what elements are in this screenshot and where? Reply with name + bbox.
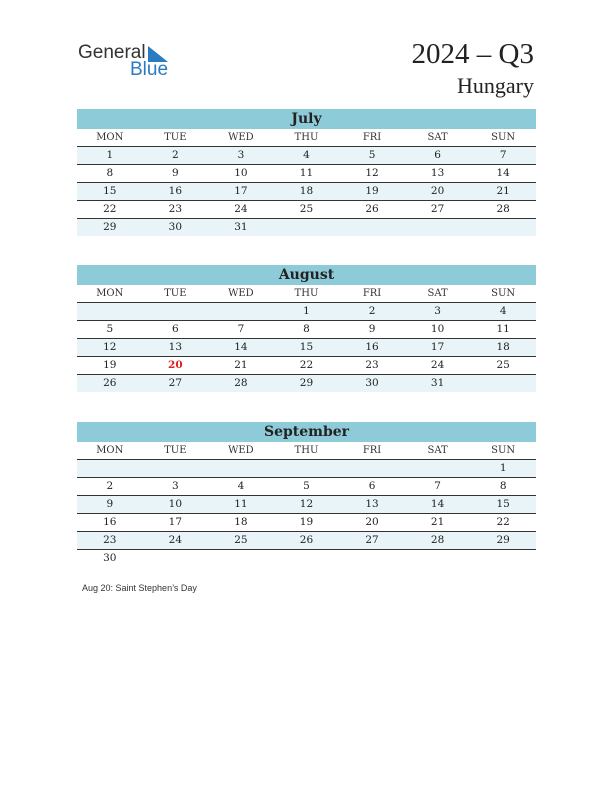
- day-cell: 12: [365, 167, 379, 179]
- day-cell: 13: [430, 167, 445, 179]
- day-cell: 24: [234, 203, 248, 215]
- day-cell: 20: [365, 516, 379, 528]
- day-cell: 21: [430, 516, 445, 528]
- day-cell: 11: [299, 167, 314, 179]
- day-cell: 5: [368, 149, 376, 161]
- day-cell: 29: [496, 534, 510, 546]
- day-cell: 4: [499, 305, 507, 317]
- logo-blue-text: Blue: [130, 59, 169, 80]
- day-cell: 21: [234, 359, 248, 371]
- month-july: [77, 109, 536, 236]
- day-cell: 6: [368, 480, 376, 492]
- day-cell: 7: [434, 480, 441, 492]
- day-cell: 25: [299, 203, 314, 215]
- day-cell: [143, 460, 209, 477]
- day-cell: 16: [168, 185, 183, 197]
- day-cell: 25: [234, 534, 248, 546]
- day-cell: 18: [234, 516, 248, 528]
- day-cell: [339, 219, 405, 236]
- day-cell: 1: [106, 149, 114, 161]
- day-cell: 10: [430, 323, 445, 335]
- week-row: [77, 514, 536, 532]
- day-cell: [274, 550, 340, 567]
- day-cell: 2: [106, 480, 114, 492]
- weekday-label: TUE: [164, 288, 187, 299]
- day-cell: 5: [106, 323, 114, 335]
- month-header: August: [77, 265, 536, 285]
- month-header: July: [77, 109, 536, 129]
- day-cell: 11: [234, 498, 248, 510]
- day-cell: [470, 375, 536, 392]
- weekday-label: TUE: [164, 445, 187, 456]
- day-cell: [77, 460, 143, 477]
- day-cell: 11: [496, 323, 510, 335]
- day-cell: 5: [303, 480, 310, 492]
- day-cell: 19: [103, 359, 117, 371]
- country-name: Hungary: [457, 73, 534, 98]
- day-cell: 14: [234, 341, 248, 353]
- day-cell: 26: [365, 203, 379, 215]
- weekday-label: SUN: [491, 445, 516, 456]
- day-cell: 7: [237, 323, 245, 335]
- day-cell: 9: [106, 498, 114, 510]
- day-cell: 6: [434, 149, 441, 161]
- week-row: [77, 478, 536, 496]
- day-cell: [470, 219, 536, 236]
- weekday-label: FRI: [362, 132, 382, 143]
- day-cell: 30: [103, 552, 117, 564]
- day-cell: [339, 460, 405, 477]
- day-cell: 28: [430, 534, 445, 546]
- week-row: [77, 165, 536, 183]
- day-cell: 23: [168, 203, 183, 215]
- weekday-label: MON: [96, 288, 124, 299]
- day-cell: 27: [365, 534, 379, 546]
- day-cell: 15: [299, 341, 314, 353]
- day-cell: 4: [237, 480, 245, 492]
- day-cell: 3: [172, 480, 179, 492]
- day-cell: 31: [430, 377, 445, 389]
- day-cell: 22: [103, 203, 117, 215]
- day-cell: [143, 303, 209, 320]
- day-cell: 7: [499, 149, 507, 161]
- week-row: [77, 339, 536, 357]
- day-cell: 22: [299, 359, 314, 371]
- day-cell: 30: [365, 377, 379, 389]
- day-cell: [208, 460, 274, 477]
- day-cell: [405, 550, 471, 567]
- week-row: [77, 375, 536, 392]
- day-cell: 12: [103, 341, 117, 353]
- weekday-label: SAT: [427, 288, 448, 299]
- day-cell: 3: [237, 149, 245, 161]
- day-cell: [208, 303, 274, 320]
- day-cell: 17: [168, 516, 183, 528]
- logo-general-text: General: [78, 42, 146, 63]
- weekday-label: WED: [228, 132, 254, 143]
- day-cell: 29: [103, 221, 117, 233]
- day-cell: 14: [496, 167, 510, 179]
- day-cell: 27: [168, 377, 183, 389]
- day-cell: 2: [172, 149, 179, 161]
- month-header: September: [77, 422, 536, 442]
- day-cell: 13: [365, 498, 379, 510]
- week-row: [77, 321, 536, 339]
- weekday-label: FRI: [362, 288, 382, 299]
- day-cell: 10: [234, 167, 248, 179]
- weekday-label: WED: [228, 445, 254, 456]
- month-august: [77, 265, 536, 392]
- day-cell: 15: [103, 185, 117, 197]
- day-cell: 4: [303, 149, 310, 161]
- day-cell: [339, 550, 405, 567]
- weekday-label: MON: [96, 445, 124, 456]
- day-cell: 18: [496, 341, 510, 353]
- day-cell: [208, 550, 274, 567]
- day-cell: 17: [234, 185, 248, 197]
- weekday-label: WED: [228, 288, 254, 299]
- week-row: [77, 357, 536, 375]
- day-cell: 24: [430, 359, 445, 371]
- day-cell: 19: [299, 516, 314, 528]
- day-cell: 20: [430, 185, 445, 197]
- week-row: [77, 496, 536, 514]
- weekday-header-row: [77, 129, 536, 147]
- week-row: [77, 303, 536, 321]
- day-cell: 2: [368, 305, 376, 317]
- week-row: [77, 201, 536, 219]
- day-cell: 12: [299, 498, 314, 510]
- week-row: [77, 532, 536, 550]
- day-cell: 3: [434, 305, 441, 317]
- day-cell: 9: [368, 323, 376, 335]
- weekday-label: SAT: [427, 445, 448, 456]
- week-row: [77, 219, 536, 236]
- day-cell: 8: [499, 480, 507, 492]
- day-cell: 14: [430, 498, 445, 510]
- weekday-header-row: [77, 442, 536, 460]
- page-title: 2024 – Q3: [411, 38, 534, 70]
- day-cell: [274, 460, 340, 477]
- holiday-note: Aug 20: Saint Stephen’s Day: [82, 583, 197, 593]
- weekday-label: SUN: [491, 288, 516, 299]
- day-cell: [77, 303, 143, 320]
- day-cell: 9: [172, 167, 179, 179]
- day-cell: 28: [496, 203, 510, 215]
- weekday-label: TUE: [164, 132, 187, 143]
- day-cell: 19: [365, 185, 379, 197]
- day-cell: [405, 460, 471, 477]
- day-cell: 15: [496, 498, 510, 510]
- day-cell: 26: [299, 534, 314, 546]
- day-cell: 17: [430, 341, 445, 353]
- day-cell: 28: [234, 377, 248, 389]
- day-cell: 31: [234, 221, 248, 233]
- day-cell: 27: [430, 203, 445, 215]
- weekday-label: THU: [294, 132, 319, 143]
- weekday-label: FRI: [362, 445, 382, 456]
- day-cell: 24: [168, 534, 183, 546]
- weekday-label: MON: [96, 132, 124, 143]
- day-cell: 30: [168, 221, 183, 233]
- logo: [78, 42, 178, 78]
- week-row: [77, 147, 536, 165]
- week-row: [77, 460, 536, 478]
- day-cell: 22: [496, 516, 510, 528]
- day-cell: 23: [103, 534, 117, 546]
- day-cell: 8: [106, 167, 114, 179]
- weekday-label: THU: [294, 445, 319, 456]
- day-cell: 16: [103, 516, 117, 528]
- day-cell: [143, 550, 209, 567]
- weekday-header-row: [77, 285, 536, 303]
- week-row: [77, 183, 536, 201]
- day-cell: 23: [365, 359, 379, 371]
- day-cell: 25: [496, 359, 510, 371]
- weekday-label: THU: [294, 288, 319, 299]
- day-cell: 10: [168, 498, 183, 510]
- day-cell: 16: [365, 341, 379, 353]
- day-cell: 18: [299, 185, 314, 197]
- day-cell: 21: [496, 185, 510, 197]
- day-cell: [405, 219, 471, 236]
- day-cell: 13: [168, 341, 183, 353]
- holiday-day-cell: 20: [168, 359, 183, 371]
- day-cell: 1: [303, 305, 310, 317]
- week-row: [77, 550, 536, 567]
- weekday-label: SAT: [427, 132, 448, 143]
- month-september: [77, 422, 536, 567]
- day-cell: 1: [499, 462, 507, 474]
- weekday-label: SUN: [491, 132, 516, 143]
- day-cell: 26: [103, 377, 117, 389]
- day-cell: 8: [303, 323, 310, 335]
- day-cell: [274, 219, 340, 236]
- day-cell: [470, 550, 536, 567]
- day-cell: 6: [172, 323, 179, 335]
- day-cell: 29: [299, 377, 314, 389]
